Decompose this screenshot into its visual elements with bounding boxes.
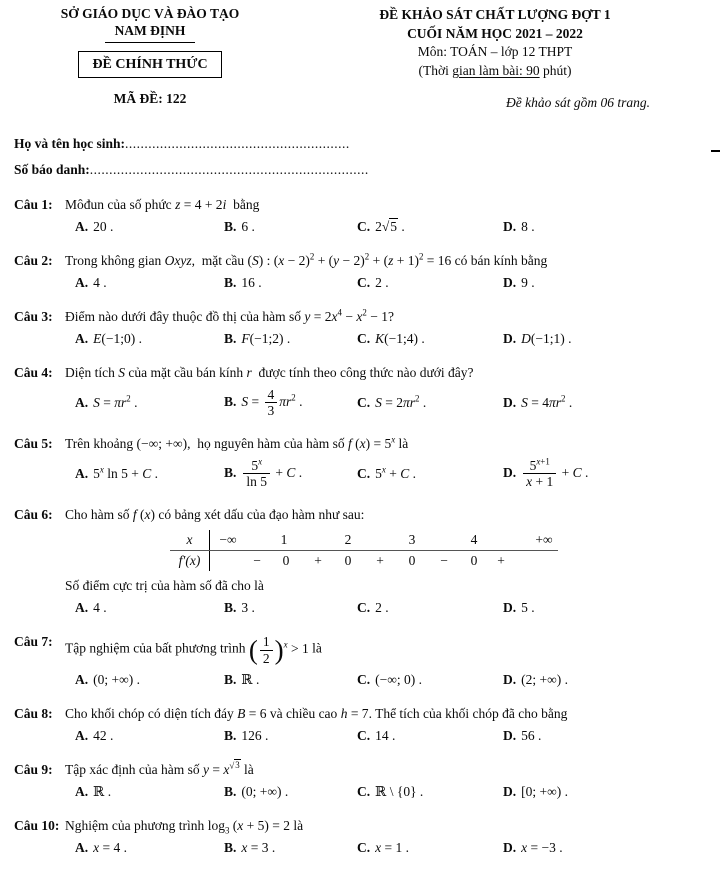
option-b: B. 6 . [224, 219, 255, 234]
option-d: D. x = −3 . [503, 839, 563, 855]
student-id-line [14, 163, 369, 177]
question-stem: Cho khối chóp có diện tích đáy B = 6 và chiều cao h = 7. Thể tích của khối chóp đã cho bằng [65, 705, 568, 721]
header-right [330, 6, 660, 112]
question-label: Câu 8: [14, 705, 53, 721]
option-d: D. 8 . [503, 219, 535, 234]
question-7 [14, 634, 714, 687]
question-4 [14, 365, 714, 418]
option-d: D. (2; +∞) . [503, 671, 568, 687]
sign: − [253, 553, 261, 569]
question-label: Câu 2: [14, 253, 53, 268]
sign-table [170, 530, 558, 571]
x-value: 1 [280, 532, 288, 548]
question-label: Câu 5: [14, 436, 53, 452]
sign: + [376, 553, 384, 569]
x-value: +∞ [535, 532, 553, 548]
sign-table-fprime-row [170, 551, 558, 571]
question-stem: Môđun của số phức z = 4 + 2i bằng [65, 197, 260, 212]
sign: − [440, 553, 448, 569]
option-a: A. 4 . [75, 275, 107, 290]
question-stem: Nghiệm của phương trình $\log_3 (x + 5) = 2$ là [65, 817, 304, 836]
sign: 0 [408, 553, 416, 569]
option-c: C. $5^x + C$ . [357, 464, 416, 481]
option-c: C. x = 1 . [357, 839, 409, 855]
option-a: A. 42 . [75, 727, 114, 743]
question-stem: Trong không gian Oxyz, mặt cầu (S) : $(x - 2)^2 + (y - 2)^2 + (z + 1)^2 = 16$ có bán kính bằng [65, 251, 548, 268]
x-value: 3 [408, 532, 416, 548]
question-label: Câu 4: [14, 365, 53, 380]
option-c: C. $S = 2\pi r^2$ . [357, 393, 427, 410]
student-name-dotted-line: .......................................................... [125, 136, 350, 151]
question-stem: Điểm nào dưới đây thuộc đồ thị của hàm số $y = 2x^4 - x^2 - 1$? [65, 307, 394, 324]
question-stem-2: Số điểm cực trị của hàm số đã cho là [65, 578, 264, 594]
question-label: Câu 7: [14, 634, 53, 650]
question-8 [14, 706, 714, 744]
option-a: A. E(−1;0) . [75, 331, 142, 346]
x-value: 2 [344, 532, 352, 548]
option-b: B. F(−1;2) . [224, 331, 291, 346]
exam-code: MÃ ĐỀ: 122 [113, 91, 187, 107]
options-row [75, 387, 714, 418]
header-left [15, 6, 285, 108]
option-b: B. x = 3 . [224, 839, 276, 855]
exam-title-line1: ĐỀ KHẢO SÁT CHẤT LƯỢNG ĐỢT 1 [379, 7, 611, 22]
duration-line: (Thời gian làm bài: 90 phút) [418, 62, 572, 78]
exam-title-line2: CUỐI NĂM HỌC 2021 – 2022 [407, 25, 583, 41]
option-b: B. 16 . [224, 275, 262, 290]
question-2 [14, 253, 714, 291]
question-stem: Cho hàm số f (x) có bảng xét dấu của đạo hàm như sau: [65, 507, 365, 523]
question-6 [14, 507, 714, 616]
pages-note: Đề khảo sát gồm 06 trang. [506, 94, 650, 110]
option-a: A. x = 4 . [75, 839, 127, 855]
option-b: B. (0; +∞) . [224, 783, 289, 799]
sign: 0 [282, 553, 290, 569]
student-name-label: Họ và tên học sinh: [14, 136, 126, 151]
question-3 [14, 309, 714, 347]
student-info [14, 137, 369, 188]
question-label: Câu 3: [14, 309, 53, 324]
option-b: B. 3 . [224, 600, 255, 616]
option-a: A. 20 . [75, 219, 114, 234]
option-d: D. [0; +∞) . [503, 783, 568, 799]
option-d: D. $\frac{5^{x+1}}{x + 1}$ + C . [503, 456, 589, 490]
option-d: D. 9 . [503, 275, 535, 290]
question-10 [14, 818, 714, 856]
province-name: NAM ĐỊNH [105, 23, 196, 43]
options-row [75, 219, 714, 235]
sign: 0 [344, 553, 352, 569]
option-c: C. 2 . [357, 600, 389, 616]
question-stem: Diện tích S của mặt cầu bán kính r được tính theo công thức nào dưới đây? [65, 365, 474, 380]
question-stem: Tập nghiệm của bất phương trình ( $\frac{1}{2}$ )$^x$ > 1 là [65, 634, 322, 666]
option-c: C. K(−1;4) . [357, 331, 425, 346]
option-a: A. ℝ . [75, 783, 112, 799]
option-a: A. $S = \pi r^2$ . [75, 393, 138, 410]
issuing-department: SỞ GIÁO DỤC VÀ ĐÀO TẠO [60, 6, 240, 21]
options-row [75, 672, 714, 688]
option-d: D. 5 . [503, 600, 535, 616]
option-d: D. 56 . [503, 727, 542, 743]
question-1 [14, 197, 714, 235]
sign-table-fprime-label: f′(x) [170, 551, 210, 571]
x-value: 4 [470, 532, 478, 548]
option-b: B. S = $\frac{4}{3}$ $\pi r^2$ . [224, 387, 303, 419]
question-label: Câu 1: [14, 197, 53, 212]
sign-table-x-label: x [170, 530, 210, 550]
option-a: A. 5$^x$ ln 5 + C . [75, 464, 158, 481]
options-row [75, 331, 714, 347]
option-c: C. (−∞; 0) . [357, 671, 422, 687]
question-label: Câu 10: [14, 817, 60, 833]
option-a: A. 4 . [75, 600, 107, 616]
question-5 [14, 436, 714, 489]
question-stem: Trên khoảng (−∞; +∞), họ nguyên hàm của hàm số f $(x) = 5^x$ là [65, 434, 409, 452]
question-stem: Tập xác định của hàm số $y = x^{√3}$ là [65, 760, 254, 777]
option-c: C. 2√5 . [357, 219, 405, 234]
options-row [75, 275, 714, 291]
option-d: D. D(−1;1) . [503, 331, 572, 346]
student-id-label: Số báo danh: [14, 161, 90, 177]
question-label: Câu 9: [14, 761, 53, 777]
sign: + [497, 553, 505, 569]
option-c: C. 2 . [357, 275, 389, 290]
sign: 0 [470, 553, 478, 569]
student-id-dotted-line: ........................................................................ [89, 161, 369, 177]
options-row [75, 600, 714, 616]
option-c: C. ℝ \ {0} . [357, 783, 424, 799]
student-name-line [14, 137, 369, 151]
options-row [75, 784, 714, 800]
official-exam-box: ĐỀ CHÍNH THỨC [78, 51, 221, 79]
options-row [75, 840, 714, 856]
option-b: B. ℝ . [224, 671, 260, 687]
sign: + [314, 553, 322, 569]
question-9 [14, 762, 714, 800]
option-b: B. 126 . [224, 727, 269, 743]
option-d: D. $S = 4\pi r^2$ . [503, 393, 573, 410]
questions-list [14, 197, 714, 874]
subject-line: Môn: TOÁN – lớp 12 THPT [417, 44, 573, 60]
sign-table-x-row [170, 530, 558, 551]
x-value: −∞ [219, 532, 237, 548]
option-c: C. 14 . [357, 727, 396, 743]
options-row [75, 458, 714, 489]
page-margin-mark [711, 150, 720, 152]
question-label: Câu 6: [14, 507, 53, 523]
option-a: A. (0; +∞) . [75, 671, 140, 687]
option-b: B. $\frac{5^x}{\ln 5}$ + C . [224, 456, 303, 490]
options-row [75, 728, 714, 744]
